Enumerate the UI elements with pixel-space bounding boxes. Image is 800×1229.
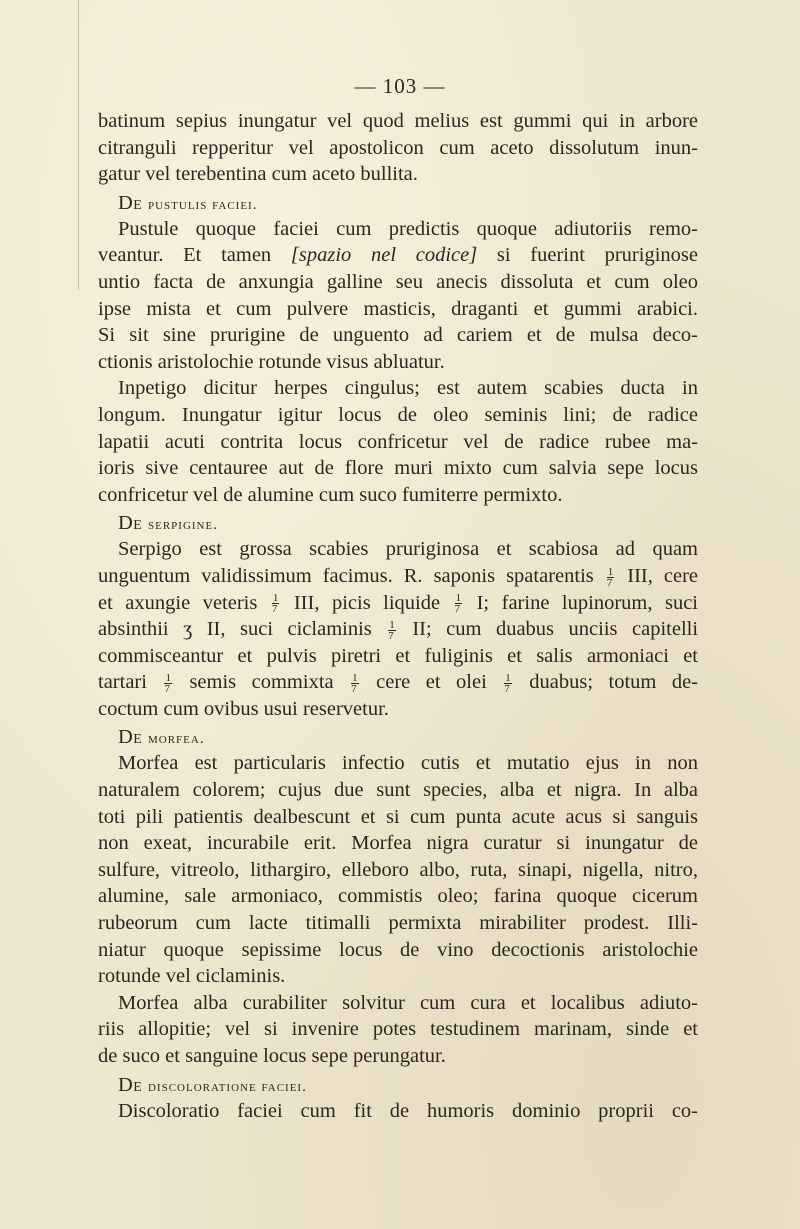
text-line: Inpetigo dicitur herpes cingulus; est autem scabies ducta in — [118, 377, 698, 400]
editorial-note: [spazio nel codice] — [290, 244, 478, 267]
text-line: niatur quoque sepissime locus de vino decoctionis aristolochie — [98, 938, 698, 961]
text-line: coctum cum ovibus usui reservetur. — [98, 697, 389, 720]
text-line: Si sit sine prurigine de unguento ad cariem et de mulsa deco- — [98, 324, 698, 347]
page-body — [98, 108, 698, 1124]
text-line: et axungie veteris $\frac{1}{7}$ III, picis liquide $\frac{1}{7}$ I; farine lupinorum, suci — [98, 591, 698, 616]
text-line: veantur. Et tamen [spazio nel codice] si fuerint pruriginose — [98, 244, 698, 267]
text-line: Morfea alba curabiliter solvitur cum cura et localibus adiuto- — [118, 991, 698, 1014]
fraction-symbol: $\frac{1}{7}$ — [351, 672, 358, 696]
section-heading-pustulis: De pustulis faciei. — [118, 191, 258, 214]
text-line: commisceantur et pulvis piretri et fuliginis et salis armoniaci et — [98, 644, 698, 667]
section-heading-morfea: De morfea. — [118, 726, 205, 749]
text-line: de suco et sanguine locus sepe perungatur. — [98, 1045, 446, 1067]
text-line: unguentum validissimum facimus. R. saponis spatarentis $\frac{1}{7}$ III, cere — [98, 564, 699, 589]
text-line: toti pili patientis dealbescunt et si cum punta acute acus si sanguis — [98, 805, 698, 828]
text-line: riis allopitie; vel si invenire potes testudinem marinam, sinde et — [98, 1018, 698, 1041]
section-heading-discoloratione: De discoloratione faciei. — [118, 1073, 307, 1096]
text-line: absinthii ʒ II, suci ciclaminis $\frac{1}{7}$ II; cum duabus unciis capitelli — [98, 618, 699, 642]
text-line: naturalem colorem; cujus due sunt species, alba et nigra. In alba — [98, 779, 698, 802]
text-line: confricetur vel de alumine cum suco fumiterre permixto. — [98, 483, 563, 506]
text-line: ioris sive centauree aut de flore muri mixto cum salvia sepe locus — [98, 457, 698, 480]
fraction-symbol: $\frac{1}{7}$ — [606, 565, 614, 589]
text-line: batinum sepius inungatur vel quod melius est gummi qui in arbore — [98, 110, 698, 132]
text-line: longum. Inungatur igitur locus de oleo seminis lini; de radice — [98, 403, 698, 426]
text-line: non exeat, incurabile erit. Morfea nigra curatur si inungatur de — [98, 832, 698, 855]
text-line: rubeorum cum lacte titimalli permixta mirabiliter prodest. Illi- — [98, 912, 698, 935]
fraction-symbol: $\frac{1}{7}$ — [454, 592, 462, 616]
text-line: ctionis aristolochie rotunde visus abluatur. — [98, 350, 445, 373]
text-line: alumine, sale armoniaco, commistis oleo; farina quoque cicerum — [98, 885, 698, 908]
page-edge-shadow — [78, 0, 79, 290]
text-line: Morfea est particularis infectio cutis et mutatio ejus in non — [118, 752, 698, 775]
text-line: sulfure, vitreolo, lithargiro, elleboro albo, ruta, sinapi, nigella, nitro, — [98, 858, 698, 881]
fraction-symbol: $\frac{1}{7}$ — [164, 672, 171, 696]
section-heading-serpigine: De serpigine. — [118, 512, 218, 535]
text-line: ipse mista et cum pulvere masticis, draganti et gummi arabici. — [98, 297, 698, 320]
text-line: lapatii acuti contrita locus confricetur vel de radice rubee ma- — [98, 430, 698, 453]
text-line: Pustule quoque faciei cum predictis quoque adiutoriis remo- — [118, 217, 698, 240]
fraction-symbol: $\frac{1}{7}$ — [271, 592, 279, 616]
text-line: gatur vel terebentina cum aceto bullita. — [98, 163, 418, 186]
text-line: untio facta de anxungia galline seu anecis dissoluta et cum oleo — [98, 270, 698, 293]
fraction-symbol: $\frac{1}{7}$ — [504, 672, 511, 696]
text-line: Serpigo est grossa scabies pruriginosa et scabiosa ad quam — [118, 538, 698, 561]
text-line: rotunde vel ciclaminis. — [98, 965, 286, 988]
fraction-symbol: $\frac{1}{7}$ — [388, 618, 395, 642]
text-line: citranguli repperitur vel apostolicon cum aceto dissolutum inun- — [98, 136, 698, 159]
text-line: Discoloratio faciei cum fit de humoris dominio proprii co- — [118, 1099, 698, 1122]
page-number: — 103 — — [354, 74, 446, 98]
text-line: tartari $\frac{1}{7}$ semis commixta $\frac{1}{7}$ cere et olei $\frac{1}{7}$ duabus; totum de- — [98, 671, 699, 696]
